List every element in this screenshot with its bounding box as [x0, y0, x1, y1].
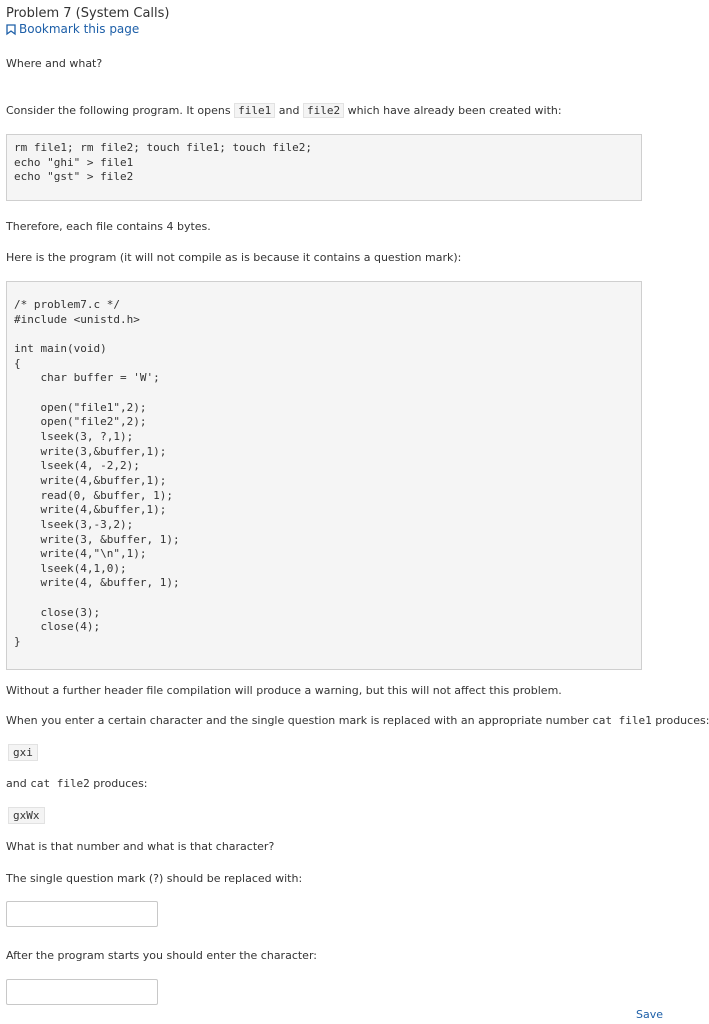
- program-code-block: /* problem7.c */ #include <unistd.h> int main(void) { char buffer = 'W'; open("file1",2); open("file2",2); lseek(3, ?,1); write(3,&buffer,1); lseek(4, -2,2); write(4,&buffer,1); read(0, &buffer, 1); write(4,&buffer,1); lseek(3,-3,2); write(3, &buffer, 1); write(4,"\n",1); lseek(4,1,0); write(4, &buffer, 1); close(3); close(4); }: [6, 281, 642, 670]
- consider-text: [6, 104, 562, 117]
- setup-code-block: rm file1; rm file2; touch file1; touch file2; echo "ghi" > file1 echo "gst" > file2: [6, 134, 642, 201]
- consider-and: and: [275, 104, 303, 117]
- file1-code: file1: [234, 103, 275, 118]
- question-text: What is that number and what is that character?: [6, 840, 275, 853]
- bookmark-icon: [6, 24, 16, 35]
- file2-code: file2: [303, 103, 344, 118]
- problem-title: Problem 7 (System Calls): [6, 6, 170, 21]
- when-after: produces:: [651, 714, 709, 727]
- consider-before: Consider the following program. It opens: [6, 104, 235, 117]
- and-before: and: [6, 777, 31, 790]
- bookmark-link[interactable]: [6, 22, 139, 36]
- number-input[interactable]: [6, 901, 158, 927]
- therefore-text: Therefore, each file contains 4 bytes.: [6, 220, 211, 233]
- character-input[interactable]: [6, 979, 158, 1005]
- warning-text: Without a further header file compilation will produce a warning, but this will not affect this problem.: [6, 684, 562, 697]
- cat-file1-text: [6, 714, 709, 727]
- file2-output: gxWx: [8, 807, 45, 824]
- number-label: The single question mark (?) should be replaced with:: [6, 872, 303, 885]
- here-is-text: Here is the program (it will not compile as is because it contains a question mark):: [6, 251, 462, 264]
- cat-file2-code: cat file2: [30, 777, 90, 790]
- bookmark-label: Bookmark this page: [19, 22, 140, 36]
- when-before: When you enter a certain character and the single question mark is replaced with an appropriate number: [6, 714, 593, 727]
- and-after: produces:: [89, 777, 148, 790]
- character-label: After the program starts you should enter the character:: [6, 949, 317, 962]
- consider-after: which have already been created with:: [344, 104, 562, 117]
- save-button[interactable]: Save: [635, 1008, 663, 1021]
- cat-file2-text: [6, 777, 148, 790]
- cat-file1-code: cat file1: [592, 714, 652, 727]
- file1-output: gxi: [8, 744, 38, 761]
- intro-text: Where and what?: [6, 57, 103, 70]
